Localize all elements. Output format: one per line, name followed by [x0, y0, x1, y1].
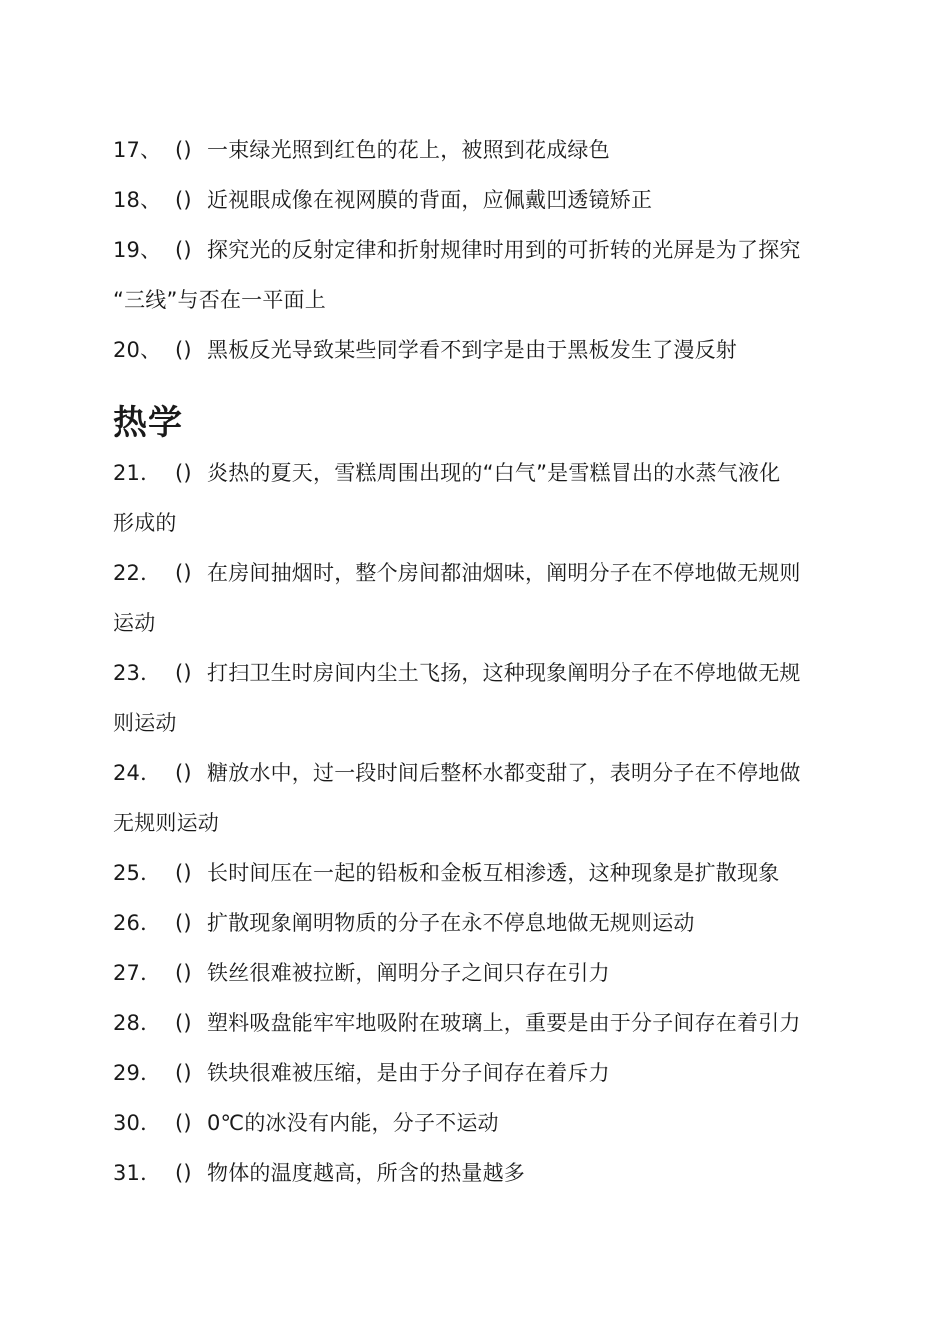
- question-text: 塑料吸盘能牢牢地吸附在玻璃上，重要是由于分子间存在着引力: [207, 1011, 801, 1035]
- answer-blank: (): [175, 961, 192, 985]
- question-text: 物体的温度越高，所含的热量越多: [207, 1161, 525, 1185]
- question-text: 打扫卫生时房间内尘土飞扬，这种现象阐明分子在不停地做无规: [207, 661, 801, 685]
- question-23-continued: [113, 698, 843, 748]
- question-text: 近视眼成像在视网膜的背面，应佩戴凹透镜矫正: [207, 188, 653, 212]
- question-28: [113, 998, 843, 1048]
- question-number: 29．: [113, 1061, 162, 1085]
- question-29: [113, 1048, 843, 1098]
- question-number: 31．: [113, 1161, 162, 1185]
- question-number: 23．: [113, 661, 162, 685]
- question-25: [113, 848, 843, 898]
- answer-blank: (): [175, 1111, 192, 1135]
- question-number: 22．: [113, 561, 162, 585]
- answer-blank: (): [175, 911, 192, 935]
- section-heading: 热学: [113, 403, 183, 443]
- question-text: 在房间抽烟时，整个房间都油烟味，阐明分子在不停地做无规则: [207, 561, 801, 585]
- answer-blank: (): [175, 561, 192, 585]
- answer-blank: (): [175, 338, 192, 362]
- answer-blank: (): [175, 761, 192, 785]
- question-18: [113, 175, 843, 225]
- answer-blank: (): [175, 1061, 192, 1085]
- question-27: [113, 948, 843, 998]
- question-21: [113, 448, 843, 498]
- question-text: 一束绿光照到红色的花上，被照到花成绿色: [207, 138, 610, 162]
- question-list: [113, 125, 843, 1198]
- question-number: 24．: [113, 761, 162, 785]
- question-text-continued: 运动: [113, 611, 156, 635]
- answer-blank: (): [175, 1161, 192, 1185]
- question-text: 糖放水中，过一段时间后整杯水都变甜了，表明分子在不停地做: [207, 761, 801, 785]
- question-number: 27．: [113, 961, 162, 985]
- question-text: 长时间压在一起的铅板和金板互相渗透，这种现象是扩散现象: [207, 861, 780, 885]
- answer-blank: (): [175, 188, 192, 212]
- question-number: 17、: [113, 138, 162, 162]
- question-21-continued: [113, 498, 843, 548]
- question-text: 0℃的冰没有内能，分子不运动: [207, 1111, 499, 1135]
- question-26: [113, 898, 843, 948]
- question-text: 黑板反光导致某些同学看不到字是由于黑板发生了漫反射: [207, 338, 737, 362]
- question-text-continued: 形成的: [113, 511, 177, 535]
- question-20: [113, 325, 843, 375]
- question-text: 铁丝很难被拉断，阐明分子之间只存在引力: [207, 961, 610, 985]
- answer-blank: (): [175, 1011, 192, 1035]
- question-17: [113, 125, 843, 175]
- question-22-continued: [113, 598, 843, 648]
- question-text-continued: 无规则运动: [113, 811, 219, 835]
- question-24-continued: [113, 798, 843, 848]
- question-19: [113, 225, 843, 275]
- question-text-continued: “三线”与否在一平面上: [113, 288, 326, 312]
- answer-blank: (): [175, 661, 192, 685]
- answer-blank: (): [175, 138, 192, 162]
- question-number: 20、: [113, 338, 162, 362]
- question-24: [113, 748, 843, 798]
- question-number: 21．: [113, 461, 162, 485]
- question-23: [113, 648, 843, 698]
- question-number: 25．: [113, 861, 162, 885]
- question-number: 19、: [113, 238, 162, 262]
- answer-blank: (): [175, 461, 192, 485]
- question-22: [113, 548, 843, 598]
- question-text: 探究光的反射定律和折射规律时用到的可折转的光屏是为了探究: [207, 238, 801, 262]
- question-number: 26．: [113, 911, 162, 935]
- answer-blank: (): [175, 238, 192, 262]
- question-31: [113, 1148, 843, 1198]
- question-text: 炎热的夏天，雪糕周围出现的“白气”是雪糕冒出的水蒸气液化: [207, 461, 781, 485]
- question-number: 18、: [113, 188, 162, 212]
- answer-blank: (): [175, 861, 192, 885]
- question-30: [113, 1098, 843, 1148]
- question-19-continued: [113, 275, 843, 325]
- question-number: 28．: [113, 1011, 162, 1035]
- question-text-continued: 则运动: [113, 711, 177, 735]
- question-text: 铁块很难被压缩，是由于分子间存在着斥力: [207, 1061, 610, 1085]
- question-number: 30．: [113, 1111, 162, 1135]
- question-text: 扩散现象阐明物质的分子在永不停息地做无规则运动: [207, 911, 695, 935]
